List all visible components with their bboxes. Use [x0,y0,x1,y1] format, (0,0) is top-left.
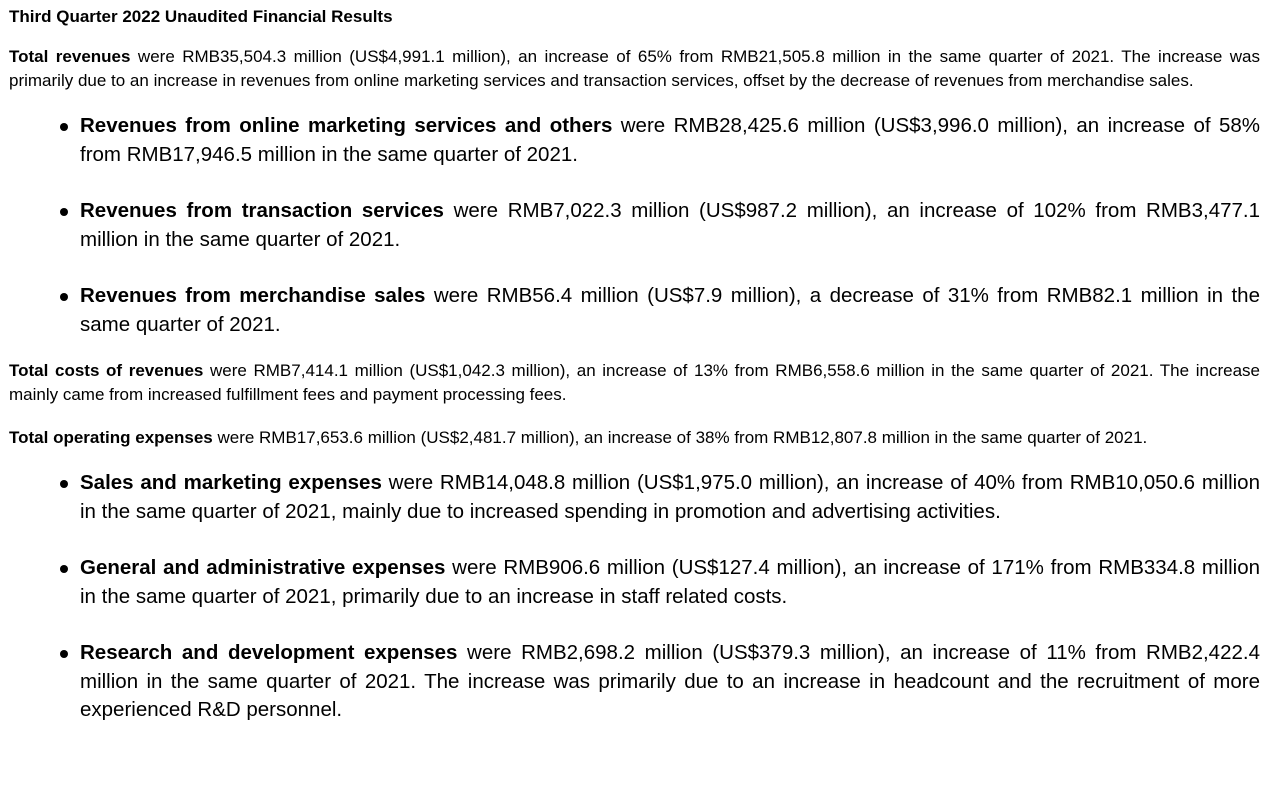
total-revenues-text: were RMB35,504.3 million (US$4,991.1 million), an increase of 65% from RMB21,505.8 million in the same quarter of 2021. The increase was primarily due to an increase in revenues from online marketing services and transaction services, offset by the decrease of revenues from merchandise sales. [9,47,1260,90]
bullet-icon [60,480,68,488]
item-label: General and administrative expenses [80,556,446,579]
total-opex-label: Total operating expenses [9,428,213,447]
page-title: Third Quarter 2022 Unaudited Financial Results [9,7,393,26]
item-label: Sales and marketing expenses [80,471,382,494]
total-costs-text: were RMB7,414.1 million (US$1,042.3 million), an increase of 13% from RMB6,558.6 million in the same quarter of 2021. The increase mainly came from increased fulfillment fees and payment processing fees. [9,361,1260,404]
list-item [80,469,1260,526]
total-opex-text: were RMB17,653.6 million (US$2,481.7 million), an increase of 38% from RMB12,807.8 million in the same quarter of 2021. [212,428,1148,447]
revenue-breakdown-list [9,112,1260,339]
item-label: Revenues from online marketing services and others [80,114,613,137]
item-text: were RMB906.6 million (US$127.4 million), an increase of 171% from RMB334.8 million in the same quarter of 2021, primarily due to an increase in staff related costs. [80,556,1260,608]
opex-breakdown-list [9,469,1260,725]
item-label: Revenues from merchandise sales [80,284,426,307]
list-item [80,197,1260,254]
bullet-icon [60,123,68,131]
item-text: were RMB28,425.6 million (US$3,996.0 million), an increase of 58% from RMB17,946.5 million in the same quarter of 2021. [80,114,1260,166]
total-revenues-label: Total revenues [9,47,131,66]
item-text: were RMB14,048.8 million (US$1,975.0 million), an increase of 40% from RMB10,050.6 million in the same quarter of 2021, mainly due to increased spending in promotion and advertising activities. [80,471,1260,523]
item-text: were RMB2,698.2 million (US$379.3 million), an increase of 11% from RMB2,422.4 million in the same quarter of 2021. The increase was primarily due to an increase in headcount and the recruitment of more experienced R&D personnel. [80,641,1260,721]
item-text: were RMB7,022.3 million (US$987.2 million), an increase of 102% from RMB3,477.1 million in the same quarter of 2021. [80,199,1260,251]
list-item [80,282,1260,339]
total-costs-label: Total costs of revenues [9,361,204,380]
item-label: Research and development expenses [80,641,458,664]
bullet-icon [60,293,68,301]
list-item [80,639,1260,725]
item-label: Revenues from transaction services [80,199,444,222]
total-costs-paragraph [9,359,1260,407]
total-opex-paragraph [9,426,1260,450]
list-item [80,112,1260,169]
bullet-icon [60,650,68,658]
bullet-icon [60,565,68,573]
bullet-icon [60,208,68,216]
item-text: were RMB56.4 million (US$7.9 million), a decrease of 31% from RMB82.1 million in the same quarter of 2021. [80,284,1260,336]
list-item [80,554,1260,611]
total-revenues-paragraph [9,45,1260,93]
